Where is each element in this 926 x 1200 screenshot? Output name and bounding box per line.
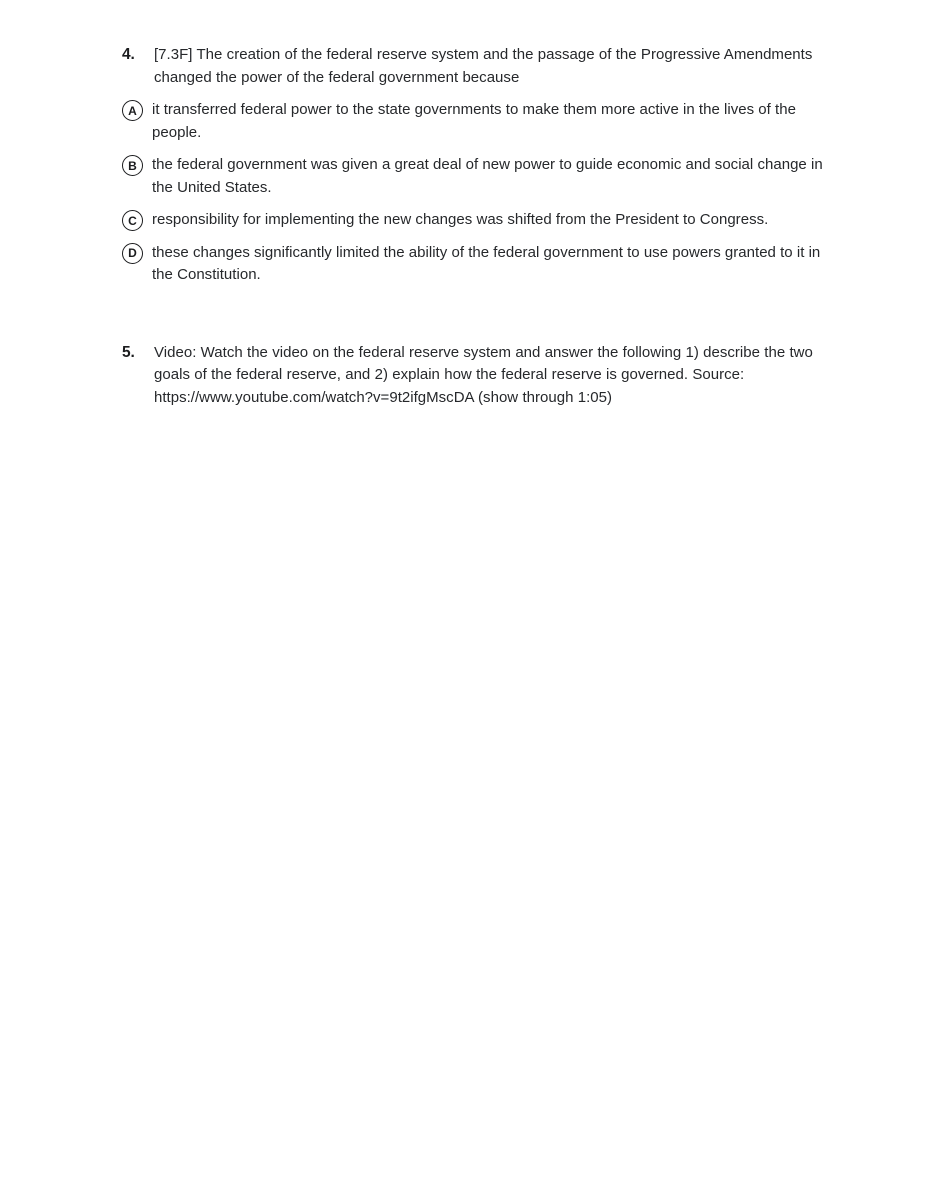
option-label-c: responsibility for implementing the new changes was shifted from the President to Congress.: [152, 211, 769, 228]
answer-options-4: [122, 99, 836, 287]
answer-option-a[interactable]: [122, 99, 836, 144]
option-bubble-b-icon[interactable]: B: [122, 155, 143, 176]
question-stem-5: Video: Watch the video on the federal reserve system and answer the following 1) describe the two goals of the federal reserve, and 2) explain how the federal reserve is governed. Source: https://www.youtube.com/watch?v=9t2ifgMscDA (show through 1:05): [154, 343, 813, 406]
option-bubble-c-icon[interactable]: C: [122, 210, 143, 231]
option-label-a: it transferred federal power to the state governments to make them more active in the lives of the people.: [152, 101, 796, 141]
question-list: [122, 44, 836, 409]
question-item-5: [122, 342, 836, 410]
question-number-5: 5.: [122, 343, 135, 361]
answer-option-b[interactable]: [122, 154, 836, 199]
section-spacer: [122, 287, 836, 342]
question-stem-4: [7.3F] The creation of the federal reserve system and the passage of the Progressive Amendments changed the power of the federal government because: [154, 46, 813, 86]
option-bubble-d-icon[interactable]: D: [122, 243, 143, 264]
question-item-4: [122, 44, 836, 89]
option-bubble-a-icon[interactable]: A: [122, 100, 143, 121]
question-number-4: 4.: [122, 46, 135, 63]
option-label-d: these changes significantly limited the ability of the federal government to use powers granted to it in the Constitution.: [152, 243, 821, 283]
answer-option-c[interactable]: [122, 209, 836, 232]
answer-option-d[interactable]: [122, 242, 836, 287]
option-label-b: the federal government was given a great deal of new power to guide economic and social change in the United States.: [152, 156, 823, 196]
